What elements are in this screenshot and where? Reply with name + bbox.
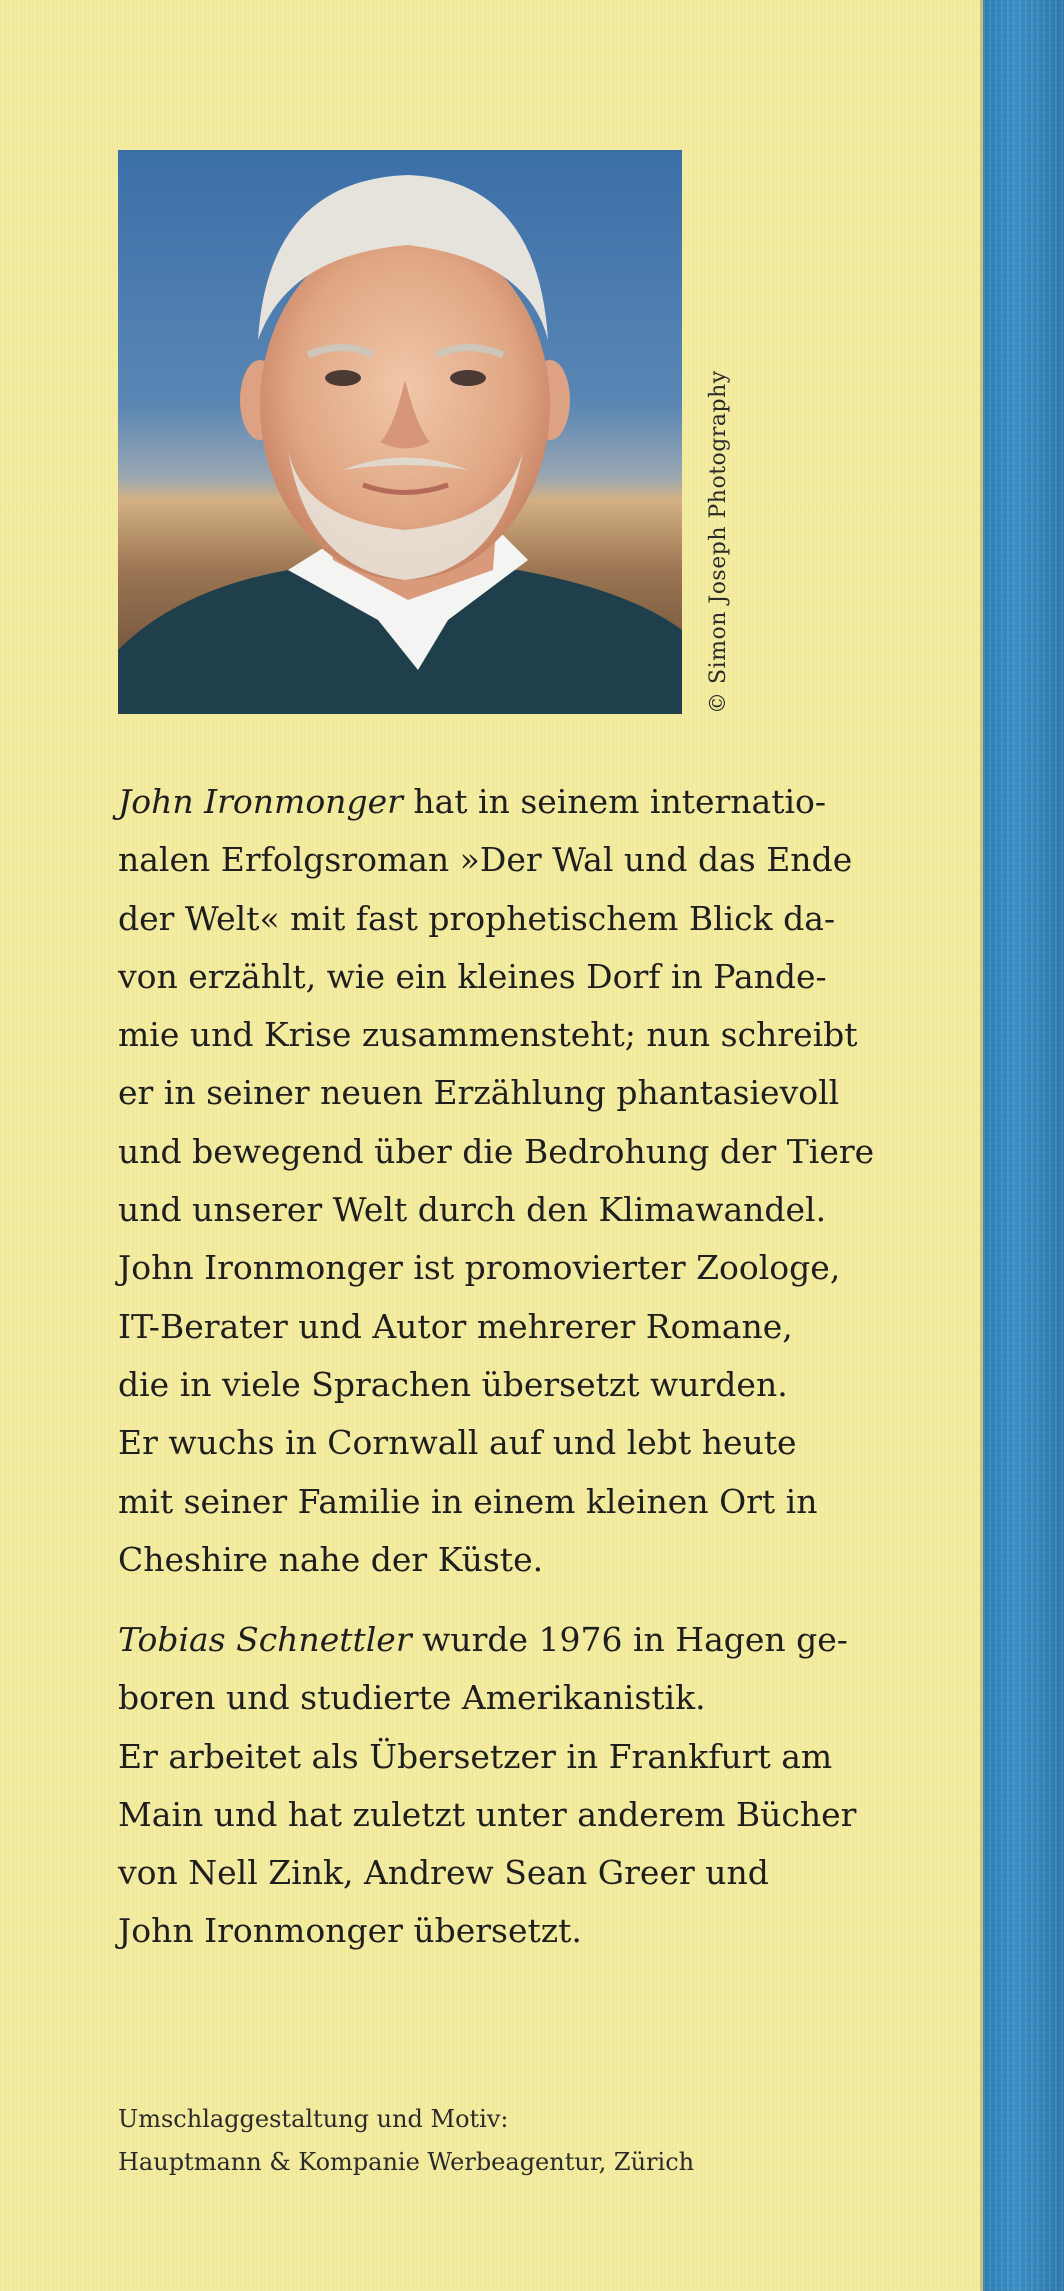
author-bio-line-11: Er wuchs in Cornwall auf und lebt heute: [118, 1423, 797, 1463]
cover-design-label: Umschlaggestaltung und Motiv:: [118, 2105, 509, 2133]
author-bio-line-4: mie und Krise zusammensteht; nun schreibt: [118, 1015, 858, 1055]
author-bio: [118, 773, 918, 1589]
author-portrait-image: [118, 150, 682, 714]
author-bio-line-9: IT-Berater und Autor mehrerer Romane,: [118, 1306, 793, 1346]
author-bio-line-10: die in viele Sprachen übersetzt wurden.: [118, 1364, 788, 1404]
author-bio-line-12: mit seiner Familie in einem kleinen Ort in: [118, 1481, 818, 1521]
author-bio-line-2: der Welt« mit fast prophetischem Blick da-: [118, 898, 836, 938]
author-bio-line-6: und bewegend über die Bedrohung der Tiere: [118, 1131, 875, 1171]
author-photo: [118, 150, 682, 714]
author-bio-line-8: John Ironmonger ist promovierter Zoologe,: [118, 1248, 841, 1288]
author-bio-line-1: nalen Erfolgsroman »Der Wal und das Ende: [118, 840, 853, 880]
translator-bio-line-0: Tobias Schnettler wurde 1976 in Hagen ge-: [118, 1620, 848, 1659]
author-bio-line-5: er in seiner neuen Erzählung phantasievoll: [118, 1073, 840, 1113]
translator-name: Tobias Schnettler: [118, 1620, 412, 1659]
book-spine-edge: [980, 0, 1064, 2291]
translator-bio: [118, 1611, 918, 1961]
translator-bio-line-3: Main und hat zuletzt unter anderem Bücher: [118, 1794, 857, 1834]
cover-design-credit: [118, 2098, 694, 2184]
author-bio-line-7: und unserer Welt durch den Klimawandel.: [118, 1190, 827, 1230]
cover-design-agency: Hauptmann & Kompanie Werbeagentur, Zürich: [118, 2148, 695, 2176]
author-bio-line-3: von erzählt, wie ein kleines Dorf in Pande-: [118, 956, 827, 996]
translator-bio-line-5: John Ironmonger übersetzt.: [118, 1911, 582, 1951]
photo-credit: © Simon Joseph Photography: [706, 370, 731, 714]
translator-bio-line-4: von Nell Zink, Andrew Sean Greer und: [118, 1853, 769, 1893]
translator-bio-line-1: boren und studierte Amerikanistik.: [118, 1678, 706, 1718]
author-bio-line-13: Cheshire nahe der Küste.: [118, 1539, 544, 1579]
translator-bio-line-2: Er arbeitet als Übersetzer in Frankfurt am: [118, 1736, 833, 1776]
author-name: John Ironmonger: [118, 782, 403, 821]
author-bio-line-0: John Ironmonger hat in seinem internatio-: [118, 782, 827, 821]
